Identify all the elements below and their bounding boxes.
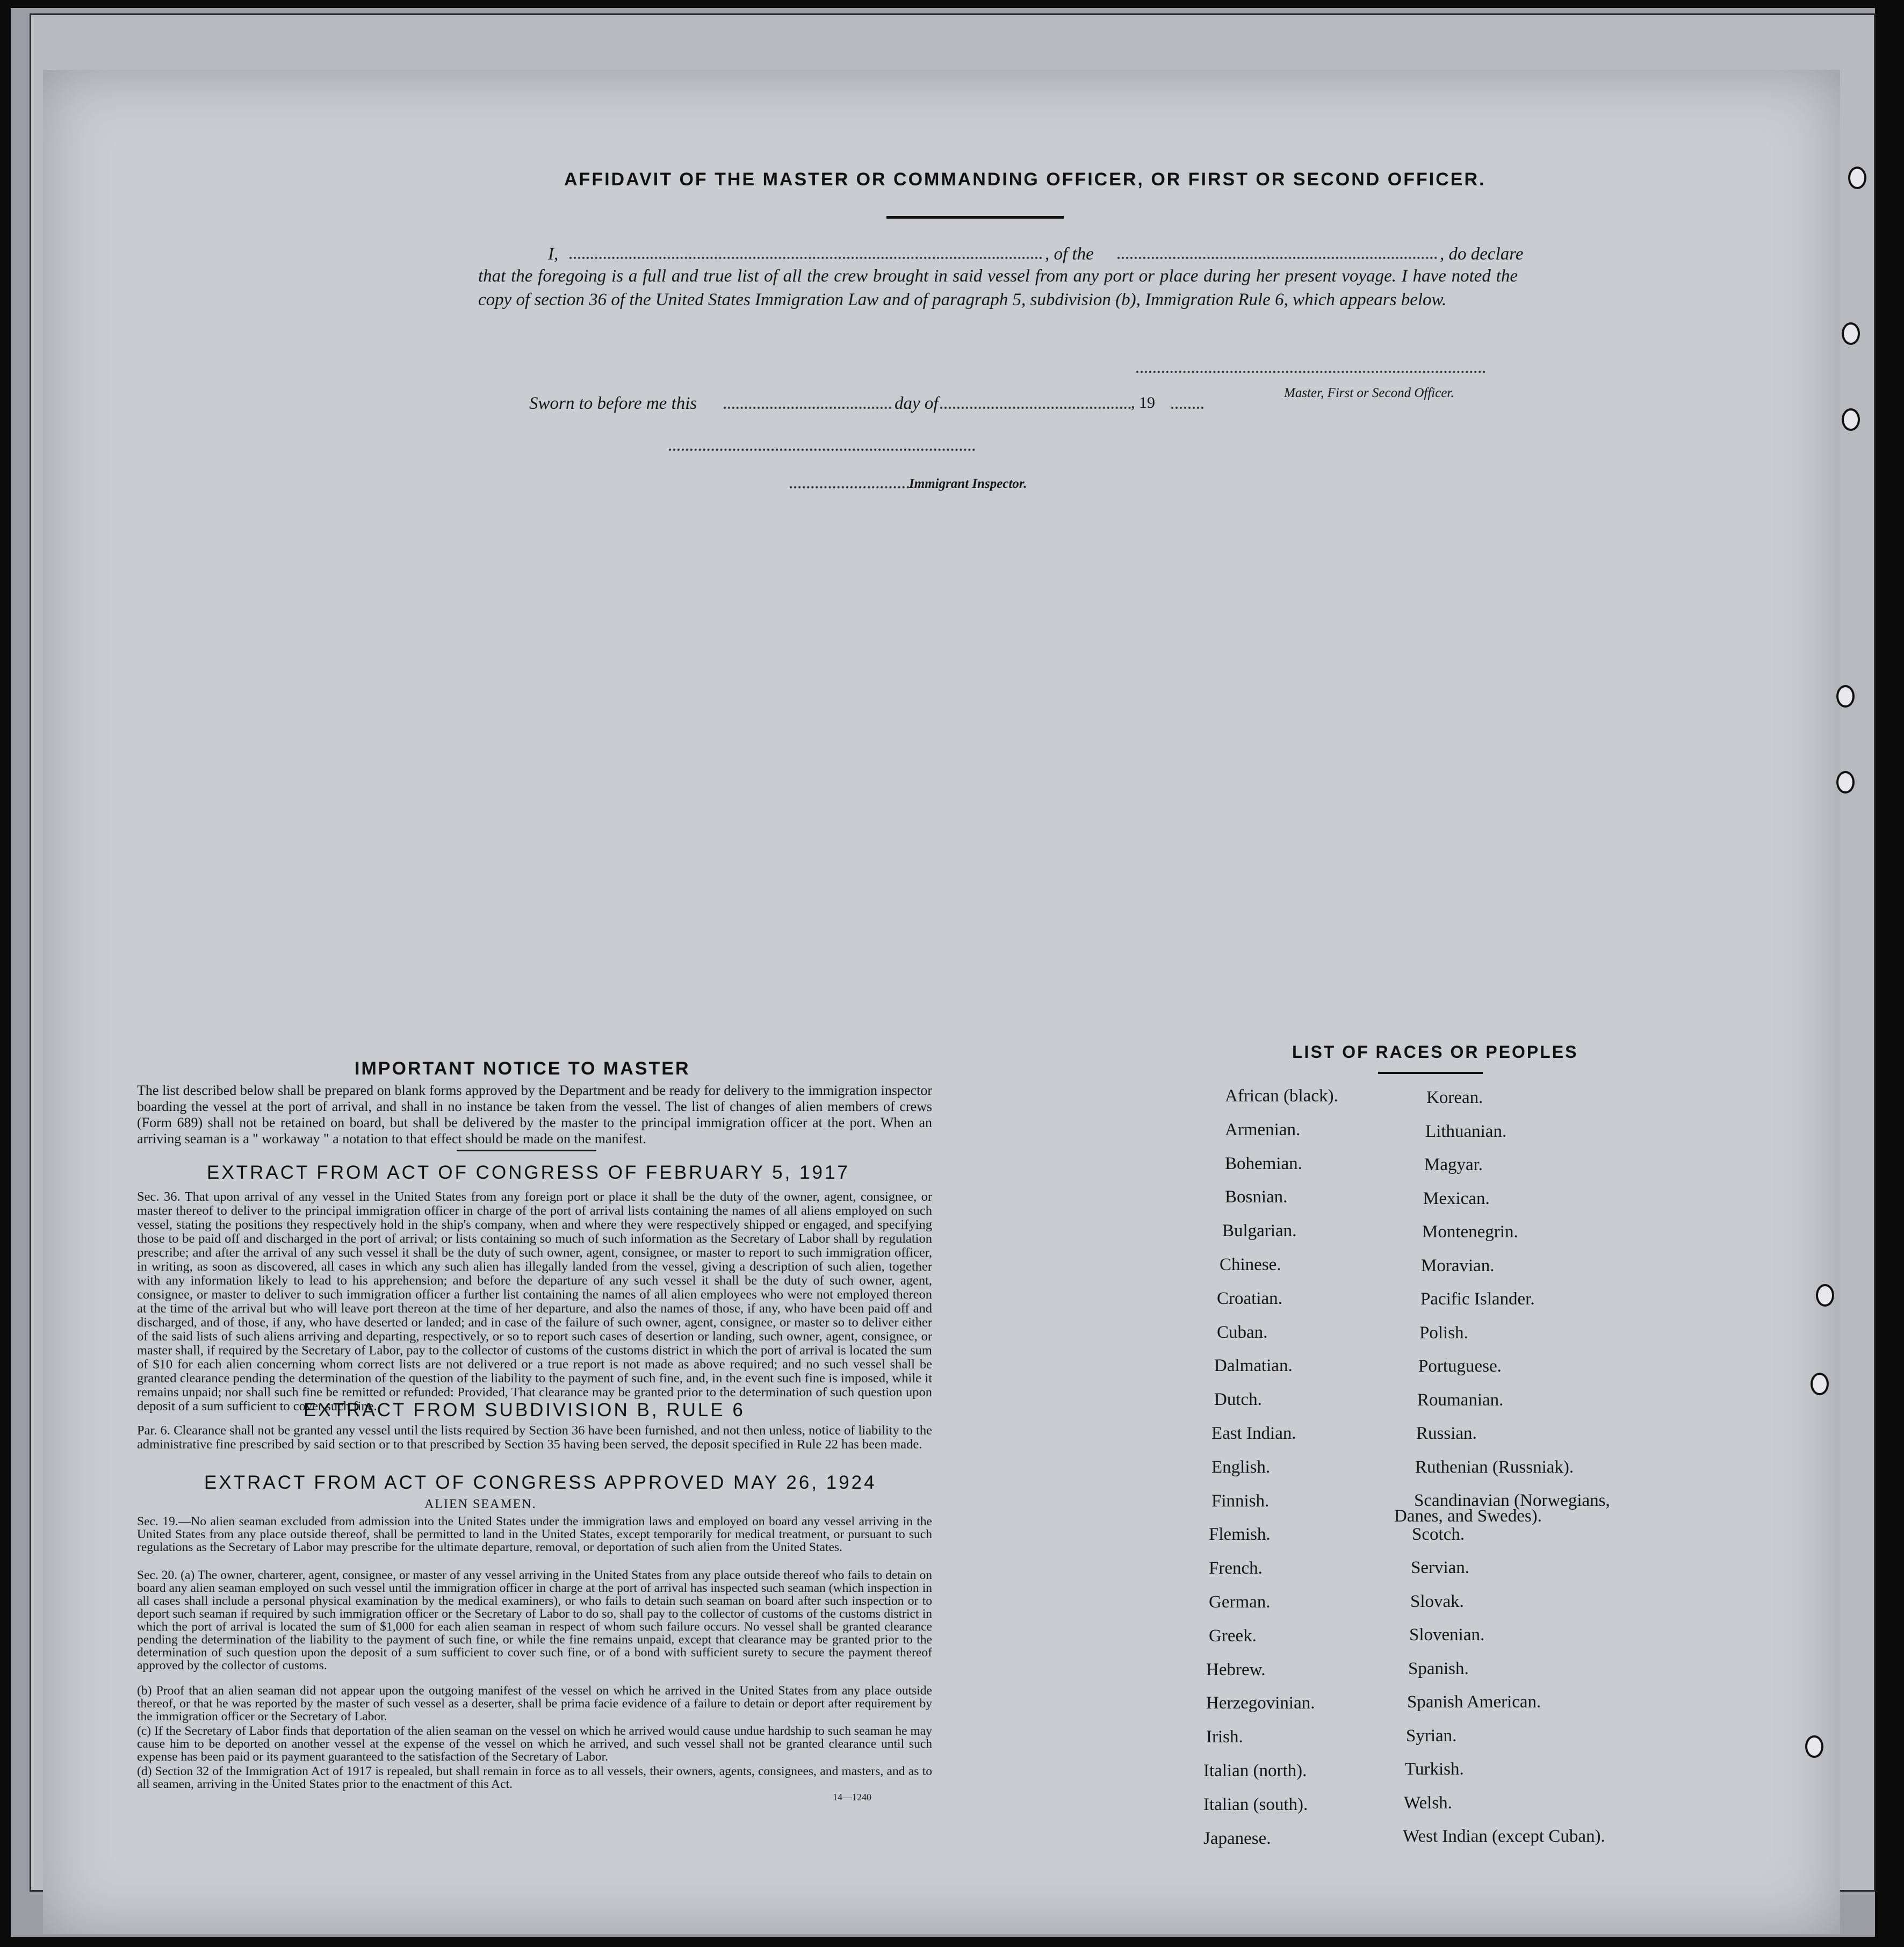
master-signature-caption: Master, First or Second Officer. (1284, 386, 1454, 400)
extract-1924-sec20a: Sec. 20. (a) The owner, charterer, agent, consignee, or master of any vessel arriving in the United States from any place outside thereof who fails to detain on board any alien seaman employed on such vessel until the immigration officer in charge at the port of arrival has inspected such seaman (which inspection in all cases shall include a personal physical examination by the medical examiners), or who fails to detain such seaman on board after such inspection or to deport such seaman if required by such immigration officer or the Secretary of Labor to do so, shall pay to the collector of customs of the customs district in which the port of arrival is located the sum of $1,000 for each alien seaman in respect of whom such failure occurs. No vessel shall be granted clearance pending the determination of the liability to the payment of such fine, or while the fine remains unpaid, except that clearance may be granted prior to the determination of such question upon the deposit of a sum sufficient to cover such fine, or of a bond with sufficient surety to secure the payment thereof approved by the collector of customs. (137, 1568, 932, 1672)
vessel-name-field[interactable] (1117, 257, 1437, 259)
sworn-day-field[interactable] (724, 407, 891, 409)
race-item: Polish. (1419, 1323, 1468, 1343)
race-item: Montenegrin. (1422, 1222, 1518, 1242)
race-item: Servian. (1411, 1558, 1470, 1577)
race-item: Bohemian. (1225, 1153, 1302, 1173)
race-item: Chinese. (1220, 1255, 1281, 1274)
race-item: African (black). (1225, 1086, 1338, 1106)
race-item: French. (1209, 1559, 1263, 1578)
extract-1924-sec20c: (c) If the Secretary of Labor finds that deportation of the alien seaman on the vessel on which he arrived would cause undue hardship to such seaman he may cause him to be deported on another vessel at the expense of the vessel on which he arrived, and such vessel shall not be granted clearance until such expense has been paid or its payment guaranteed to the satisfaction of the Secretary of Labor. (137, 1724, 932, 1764)
races-title-rule (1378, 1072, 1483, 1074)
race-item: German. (1209, 1592, 1271, 1612)
sworn-year-field[interactable] (1171, 407, 1203, 409)
extract-1917-body: Sec. 36. That upon arrival of any vessel in the United States from any foreign port or place it shall be the duty of the owner, agent, consignee, or master thereof to deliver to the principal immigration officer in charge of the port of arrival lists containing the names of all aliens employed on such vessel, stating the positions they respectively hold in the ship's company, when and where they were respectively shipped or engaged, and specifying those to be paid off and discharged in the port of arrival; or lists containing so much of such information as the Secretary of Labor shall by regulation prescribe; and after the arrival of any such vessel it shall be the duty of such owner, agent, consignee, or master to report to such immigration officer, in writing, as soon as discovered, all cases in which any such alien has illegally landed from the vessel, giving a description of such alien, together with any information likely to lead to his apprehension; and before the departure of any such vessel it shall be the duty of such owner, agent, consignee, or master to deliver to such immigration officer a further list containing the names of all alien employees who were not employed thereon at the time of the arrival but who will leave port thereon at the time of her departure, and also the names of those, if any, who have been paid off and discharged, and of those, if any, who have deserted or landed; and in case of the failure of such owner, agent, consignee, or master so to deliver either of the said lists of such aliens arriving and departing, respectively, or so to report such cases of desertion or landing, such owner, agent, consignee, or master shall, if required by the Secretary of Labor, pay to the collector of customs of the customs district in which the port of arrival is located the sum of $10 for each alien concerning whom correct lists are not delivered or a true report is not made as above required; and no such vessel shall be granted clearance pending the determination of the question of the liability to the payment of such fine, and, in the event such fine is imposed, while it remains unpaid; nor shall such fine be remitted or refunded: Provided, That clearance may be granted prior to the determination of such question upon deposit of a sum sufficient to cover such fine. (137, 1189, 932, 1414)
race-item: Ruthenian (Russniak). (1415, 1457, 1574, 1477)
binder-hole-icon (1842, 408, 1860, 431)
extract-rule6-body: Par. 6. Clearance shall not be granted any vessel until the lists required by Section 36 have been furnished, and not then unless, notice of liability to the administrative fine prescribed by said section or to that prescribed by Section 35 having been served, the deposit specified in Rule 22 has been made. (137, 1423, 932, 1452)
form-number: 14—1240 (833, 1792, 871, 1802)
race-item: Slovenian. (1409, 1625, 1485, 1645)
binder-hole-icon (1836, 685, 1855, 708)
extract-1917-title: EXTRACT FROM ACT OF CONGRESS OF FEBRUARY 5, 1917 (207, 1162, 850, 1183)
binder-hole-icon (1816, 1284, 1834, 1307)
notice-title: IMPORTANT NOTICE TO MASTER (355, 1058, 690, 1079)
binder-hole-icon (1848, 167, 1866, 189)
races-title: LIST OF RACES OR PEOPLES (1292, 1042, 1578, 1062)
declarant-name-field[interactable] (569, 257, 1042, 259)
race-item: Herzegovinian. (1206, 1693, 1315, 1713)
race-item: Italian (south). (1203, 1794, 1308, 1814)
race-item: Slovak. (1410, 1591, 1464, 1611)
binder-hole-icon (1811, 1373, 1829, 1395)
sworn-text-b: day of (895, 394, 939, 413)
affidavit-do-declare: , do declare (1440, 244, 1524, 264)
extract-1924-title: EXTRACT FROM ACT OF CONGRESS APPROVED MAY 26, 1924 (204, 1472, 877, 1493)
race-item: Finnish. (1211, 1491, 1270, 1511)
binder-hole-icon (1842, 322, 1860, 345)
race-item: Irish. (1206, 1727, 1243, 1747)
race-item: Dalmatian. (1214, 1356, 1293, 1376)
race-item: Scotch. (1412, 1524, 1465, 1544)
affidavit-title: AFFIDAVIT OF THE MASTER OR COMMANDING OFFICER, OR FIRST OR SECOND OFFICER. (564, 169, 1486, 190)
affidavit-declarant-prefix: I, (548, 244, 559, 264)
sworn-month-field[interactable] (940, 407, 1131, 409)
race-item: Flemish. (1209, 1525, 1271, 1545)
race-item: Turkish. (1405, 1759, 1464, 1779)
notice-body: The list described below shall be prepared on blank forms approved by the Department and be ready for delivery to the immigration inspector boarding the vessel at the port of arrival, and shall in no instance be taken from the vessel. The list of changes of alien members of crews (Form 689) shall not be retained on board, but shall be delivered by the master to the principal immigration officer at the port. When an arriving seaman is a " workaway " a notation to that effect should be made on the manifest. (137, 1083, 932, 1146)
inspector-name-field[interactable] (790, 486, 909, 488)
race-item: Scandinavian (Norwegians, (1414, 1491, 1610, 1510)
extract-rule6-title: EXTRACT FROM SUBDIVISION B, RULE 6 (304, 1400, 745, 1420)
race-item: Pacific Islander. (1420, 1289, 1535, 1309)
race-item: Dutch. (1214, 1390, 1262, 1410)
race-item: Cuban. (1217, 1322, 1268, 1342)
master-signature-field[interactable] (1136, 371, 1485, 373)
race-item: Bulgarian. (1222, 1221, 1297, 1241)
affidavit-title-rule (886, 216, 1064, 219)
race-item: English. (1211, 1457, 1271, 1477)
race-item: Armenian. (1225, 1120, 1301, 1140)
extract-1924-sec19: Sec. 19.—No alien seaman excluded from admission into the United States under the immigration laws and employed on board any vessel arriving in the United States from any place outside thereof, shall be permitted to land in the United States, except temporarily for medical treatment, or pursuant to such regulations as the Secretary of Labor may prescribe for the ultimate departure, removal, or deportation of such alien from the United States. (137, 1515, 932, 1554)
affidavit-body: that the foregoing is a full and true list of all the crew brought in said vessel from any port or place during her present voyage. I have noted the copy of section 36 of the United States Immigration Law and of paragraph 5, subdivision (b), Immigration Rule 6, which appears below. (478, 266, 1518, 309)
race-item: Roumanian. (1417, 1390, 1504, 1410)
race-item: Spanish. (1408, 1658, 1469, 1678)
race-item: Mexican. (1423, 1188, 1490, 1208)
extract-1924-sec20d: (d) Section 32 of the Immigration Act of 1917 is repealed, but shall remain in force as to all vessels, their owners, agents, consignees, and masters, and as to all seamen, arriving in the United States prior to the enactment of this Act. (137, 1764, 932, 1791)
race-item: Spanish American. (1407, 1692, 1541, 1712)
race-item: Magyar. (1424, 1155, 1483, 1174)
race-item: Moravian. (1421, 1256, 1495, 1275)
notice-rule (457, 1150, 596, 1151)
race-item: Greek. (1209, 1626, 1257, 1646)
sworn-text-a: Sworn to before me this (529, 394, 697, 413)
document-page (43, 70, 1840, 1934)
race-item: West Indian (except Cuban). (1403, 1827, 1605, 1846)
race-item: Hebrew. (1206, 1660, 1266, 1679)
race-item: Korean. (1426, 1088, 1483, 1107)
inspector-caption: Immigrant Inspector. (909, 477, 1027, 491)
race-item: Danes, and Swedes). (1394, 1506, 1542, 1526)
race-item: Japanese. (1203, 1828, 1271, 1848)
race-item: Welsh. (1404, 1793, 1452, 1813)
binder-hole-icon (1836, 771, 1855, 794)
race-item: East Indian. (1211, 1424, 1296, 1443)
binder-hole-icon (1805, 1735, 1823, 1758)
extract-1924-sec20b: (b) Proof that an alien seaman did not appear upon the outgoing manifest of the vessel on which he arrived in the United States from any place outside thereof, or that he was reported by the master of such vessel as a deserter, shall be prima facie evidence of a failure to detain or deport after requirement by the immigration officer or the Secretary of Labor. (137, 1684, 932, 1724)
race-item: Italian (north). (1203, 1761, 1307, 1780)
race-item: Croatian. (1217, 1288, 1282, 1308)
sworn-text-c: , 19 (1131, 394, 1155, 412)
race-item: Syrian. (1406, 1726, 1457, 1746)
extract-1924-subtitle: ALIEN SEAMEN. (424, 1497, 537, 1511)
affidavit-of-the: , of the (1045, 244, 1094, 264)
race-item: Portuguese. (1418, 1357, 1502, 1376)
race-item: Lithuanian. (1425, 1121, 1507, 1141)
race-item: Russian. (1416, 1424, 1477, 1443)
inspector-signature-field[interactable] (669, 449, 975, 451)
race-item: Bosnian. (1225, 1187, 1288, 1207)
